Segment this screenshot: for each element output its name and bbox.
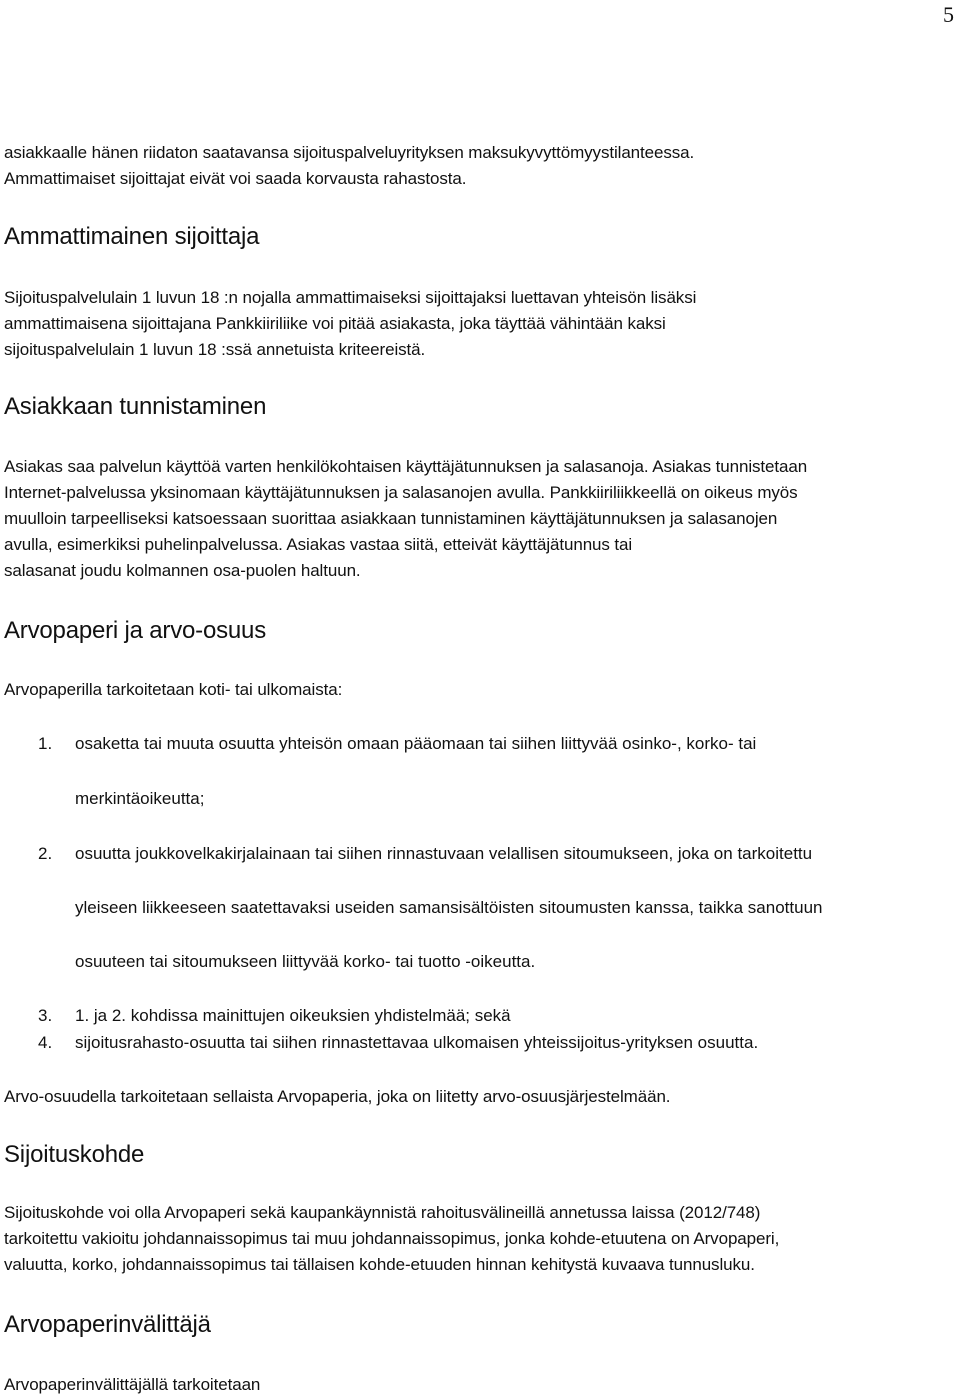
text-line: sijoituspalvelulain 1 luvun 18 :ssä annetuista kriteereistä. — [4, 340, 426, 359]
text-line: Internet-palvelussa yksinomaan käyttäjätunnuksen ja salasanojen avulla. Pankkiiriliikkeellä on oikeus myös — [4, 483, 798, 502]
text-line: valuutta, korko, johdannaissopimus tai tällaisen kohde-etuuden hinnan kehitystä kuvaava tunnusluku. — [4, 1255, 755, 1274]
arvopaperi-outro — [4, 1084, 670, 1110]
list-item-continuation: yleiseen liikkeeseen saatettavaksi useiden samansisältöisten sitoumusten kanssa, taikka sanottuun — [75, 898, 823, 917]
text-line: Arvo-osuudella tarkoitetaan sellaista Arvopaperia, joka on liitetty arvo-osuusjärjestelmään. — [4, 1087, 671, 1106]
list-number: 2. — [38, 844, 53, 863]
text-line: Arvopaperilla tarkoitetaan koti- tai ulkomaista: — [4, 680, 343, 699]
list-number: 4. — [38, 1033, 53, 1052]
text-line: muulloin tarpeelliseksi katsoessaan suorittaa asiakkaan tunnistaminen käyttäjätunnuksen ja salasanojen — [4, 509, 778, 528]
intro-paragraph — [4, 140, 694, 192]
list-item — [38, 731, 756, 757]
arvopaperi-intro — [4, 677, 342, 703]
tunnistaminen-paragraph — [4, 454, 807, 584]
text-line: ammattimaisena sijoittajana Pankkiiriliike voi pitää asiakasta, joka täyttää vähintään kaksi — [4, 314, 666, 333]
list-item — [38, 1030, 758, 1056]
list-item-continuation: osuuteen tai sitoumukseen liittyvää korko- tai tuotto -oikeutta. — [75, 952, 536, 971]
list-item — [38, 841, 812, 867]
section-heading-tunnistaminen: Asiakkaan tunnistaminen — [4, 393, 267, 420]
text-line: Asiakas saa palvelun käyttöä varten henkilökohtaisen käyttäjätunnuksen ja salasanoja. Asiakas tunnistetaan — [4, 457, 808, 476]
text-line: Sijoituskohde voi olla Arvopaperi sekä kaupankäynnistä rahoitusvälineillä annetussa laissa (2012/748) — [4, 1203, 761, 1222]
valittaja-paragraph — [4, 1372, 260, 1398]
text-line: asiakkaalle hänen riidaton saatavansa sijoituspalveluyrityksen maksukyvyttömyystilanteessa. — [4, 143, 695, 162]
list-text: sijoitusrahasto-osuutta tai siihen rinnastettavaa ulkomaisen yhteissijoitus-yrityksen osuutta. — [75, 1033, 759, 1052]
section-heading-sijoituskohde: Sijoituskohde — [4, 1141, 145, 1168]
text-line: tarkoitettu vakioitu johdannaissopimus tai muu johdannaissopimus, jonka kohde-etuutena on Arvopaperi, — [4, 1229, 780, 1248]
section-heading-arvopaperi: Arvopaperi ja arvo-osuus — [4, 617, 267, 644]
ammattimainen-paragraph — [4, 285, 696, 363]
text-line: avulla, esimerkiksi puhelinpalvelussa. Asiakas vastaa siitä, etteivät käyttäjätunnus tai — [4, 535, 633, 554]
list-text: osuutta joukkovelkakirjalainaan tai siihen rinnastuvaan velallisen sitoumukseen, joka on tarkoitettu — [75, 844, 813, 863]
section-heading-valittaja: Arvopaperinvälittäjä — [4, 1311, 211, 1338]
list-number: 1. — [38, 734, 53, 753]
text-line: Ammattimaiset sijoittajat eivät voi saada korvausta rahastosta. — [4, 169, 467, 188]
text-line: Arvopaperinvälittäjällä tarkoitetaan — [4, 1375, 261, 1394]
page-number: 5 — [943, 2, 954, 27]
list-text: osaketta tai muuta osuutta yhteisön omaan pääomaan tai siihen liittyvää osinko-, korko- tai — [75, 734, 757, 753]
section-heading-ammattimainen: Ammattimainen sijoittaja — [4, 223, 260, 250]
sijoituskohde-paragraph — [4, 1200, 779, 1278]
list-item-continuation: merkintäoikeutta; — [75, 789, 205, 808]
list-number: 3. — [38, 1006, 53, 1025]
text-line: salasanat joudu kolmannen osa-puolen haltuun. — [4, 561, 361, 580]
list-item — [38, 1003, 511, 1029]
list-text: 1. ja 2. kohdissa mainittujen oikeuksien yhdistelmää; sekä — [75, 1006, 511, 1025]
text-line: Sijoituspalvelulain 1 luvun 18 :n nojalla ammattimaiseksi sijoittajaksi luettavan yhteisön lisäksi — [4, 288, 697, 307]
